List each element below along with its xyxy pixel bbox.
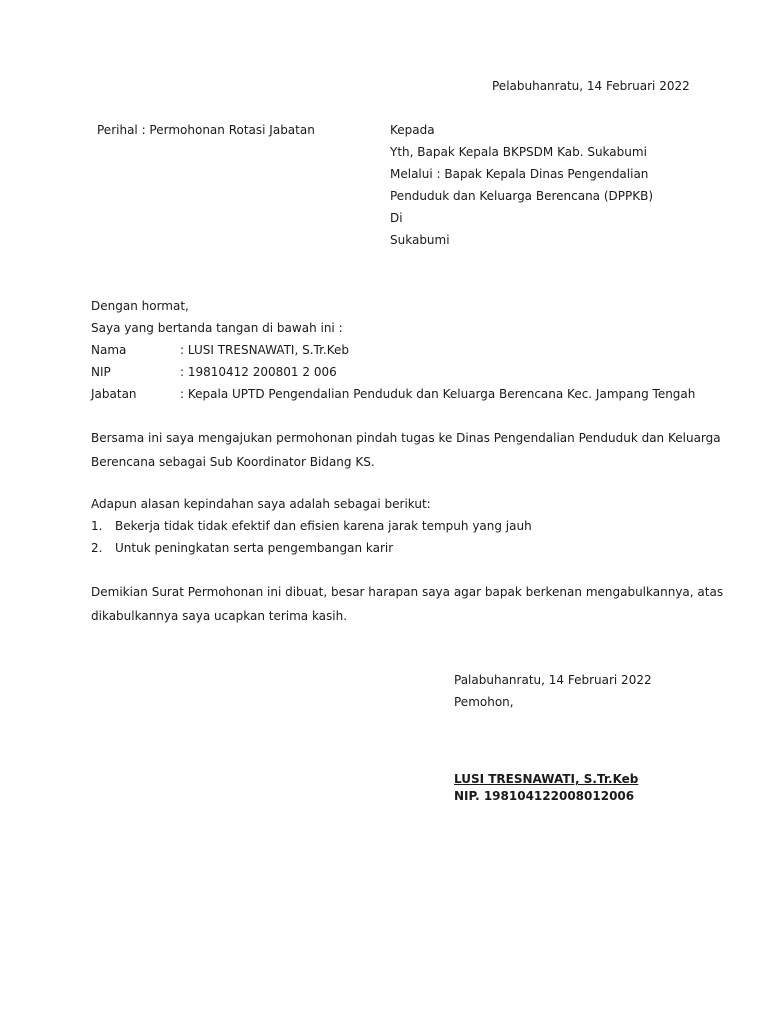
perihal: Perihal : Permohonan Rotasi Jabatan xyxy=(97,123,315,137)
signer-nip: NIP. 198104122008012006 xyxy=(454,789,635,803)
closing-paragraph-line: Demikian Surat Permohonan ini dibuat, besar harapan saya agar bapak berkenan mengabulkannya, atas xyxy=(91,585,724,599)
list-item xyxy=(91,520,611,534)
list-item xyxy=(91,542,611,556)
list-item-text: Bekerja tidak tidak efektif dan efisien karena jarak tempuh yang jauh xyxy=(115,519,532,533)
body-paragraph-line: Bersama ini saya mengajukan permohonan pindah tugas ke Dinas Pengendalian Penduduk dan Keluarga xyxy=(91,431,721,445)
closing-paragraph-line: dikabulkannya saya ucapkan terima kasih. xyxy=(91,609,348,623)
list-item-text: Untuk peningkatan serta pengembangan karir xyxy=(115,541,394,555)
list-item-number: 1. xyxy=(91,519,103,533)
list-item-number: 2. xyxy=(91,541,103,555)
jabatan-label: Jabatan xyxy=(91,387,137,401)
salutation: Dengan hormat, xyxy=(91,299,189,313)
body-paragraph-line: Berencana sebagai Sub Koordinator Bidang KS. xyxy=(91,455,375,469)
nama-value: : LUSI TRESNAWATI, S.Tr.Keb xyxy=(180,343,349,357)
nip-value: : 19810412 200801 2 006 xyxy=(180,365,337,379)
date-line: Pelabuhanratu, 14 Februari 2022 xyxy=(492,79,690,93)
recipient-line: Di xyxy=(390,211,403,225)
reasons-intro: Adapun alasan kepindahan saya adalah sebagai berikut: xyxy=(91,497,431,511)
jabatan-value: : Kepala UPTD Pengendalian Penduduk dan Keluarga Berencana Kec. Jampang Tengah xyxy=(180,387,696,401)
recipient-line: Penduduk dan Keluarga Berencana (DPPKB) xyxy=(390,189,654,203)
signature-date: Palabuhanratu, 14 Februari 2022 xyxy=(454,673,652,687)
recipient-line: Melalui : Bapak Kepala Dinas Pengendalian xyxy=(390,167,649,181)
nip-label: NIP xyxy=(91,365,111,379)
signer-name: LUSI TRESNAWATI, S.Tr.Keb xyxy=(454,772,639,786)
recipient-line: Sukabumi xyxy=(390,233,450,247)
signature-role: Pemohon, xyxy=(454,695,514,709)
recipient-line: Yth, Bapak Kepala BKPSDM Kab. Sukabumi xyxy=(390,145,647,159)
nama-label: Nama xyxy=(91,343,127,357)
intro-text: Saya yang bertanda tangan di bawah ini : xyxy=(91,321,343,335)
recipient-kepada: Kepada xyxy=(390,123,435,137)
